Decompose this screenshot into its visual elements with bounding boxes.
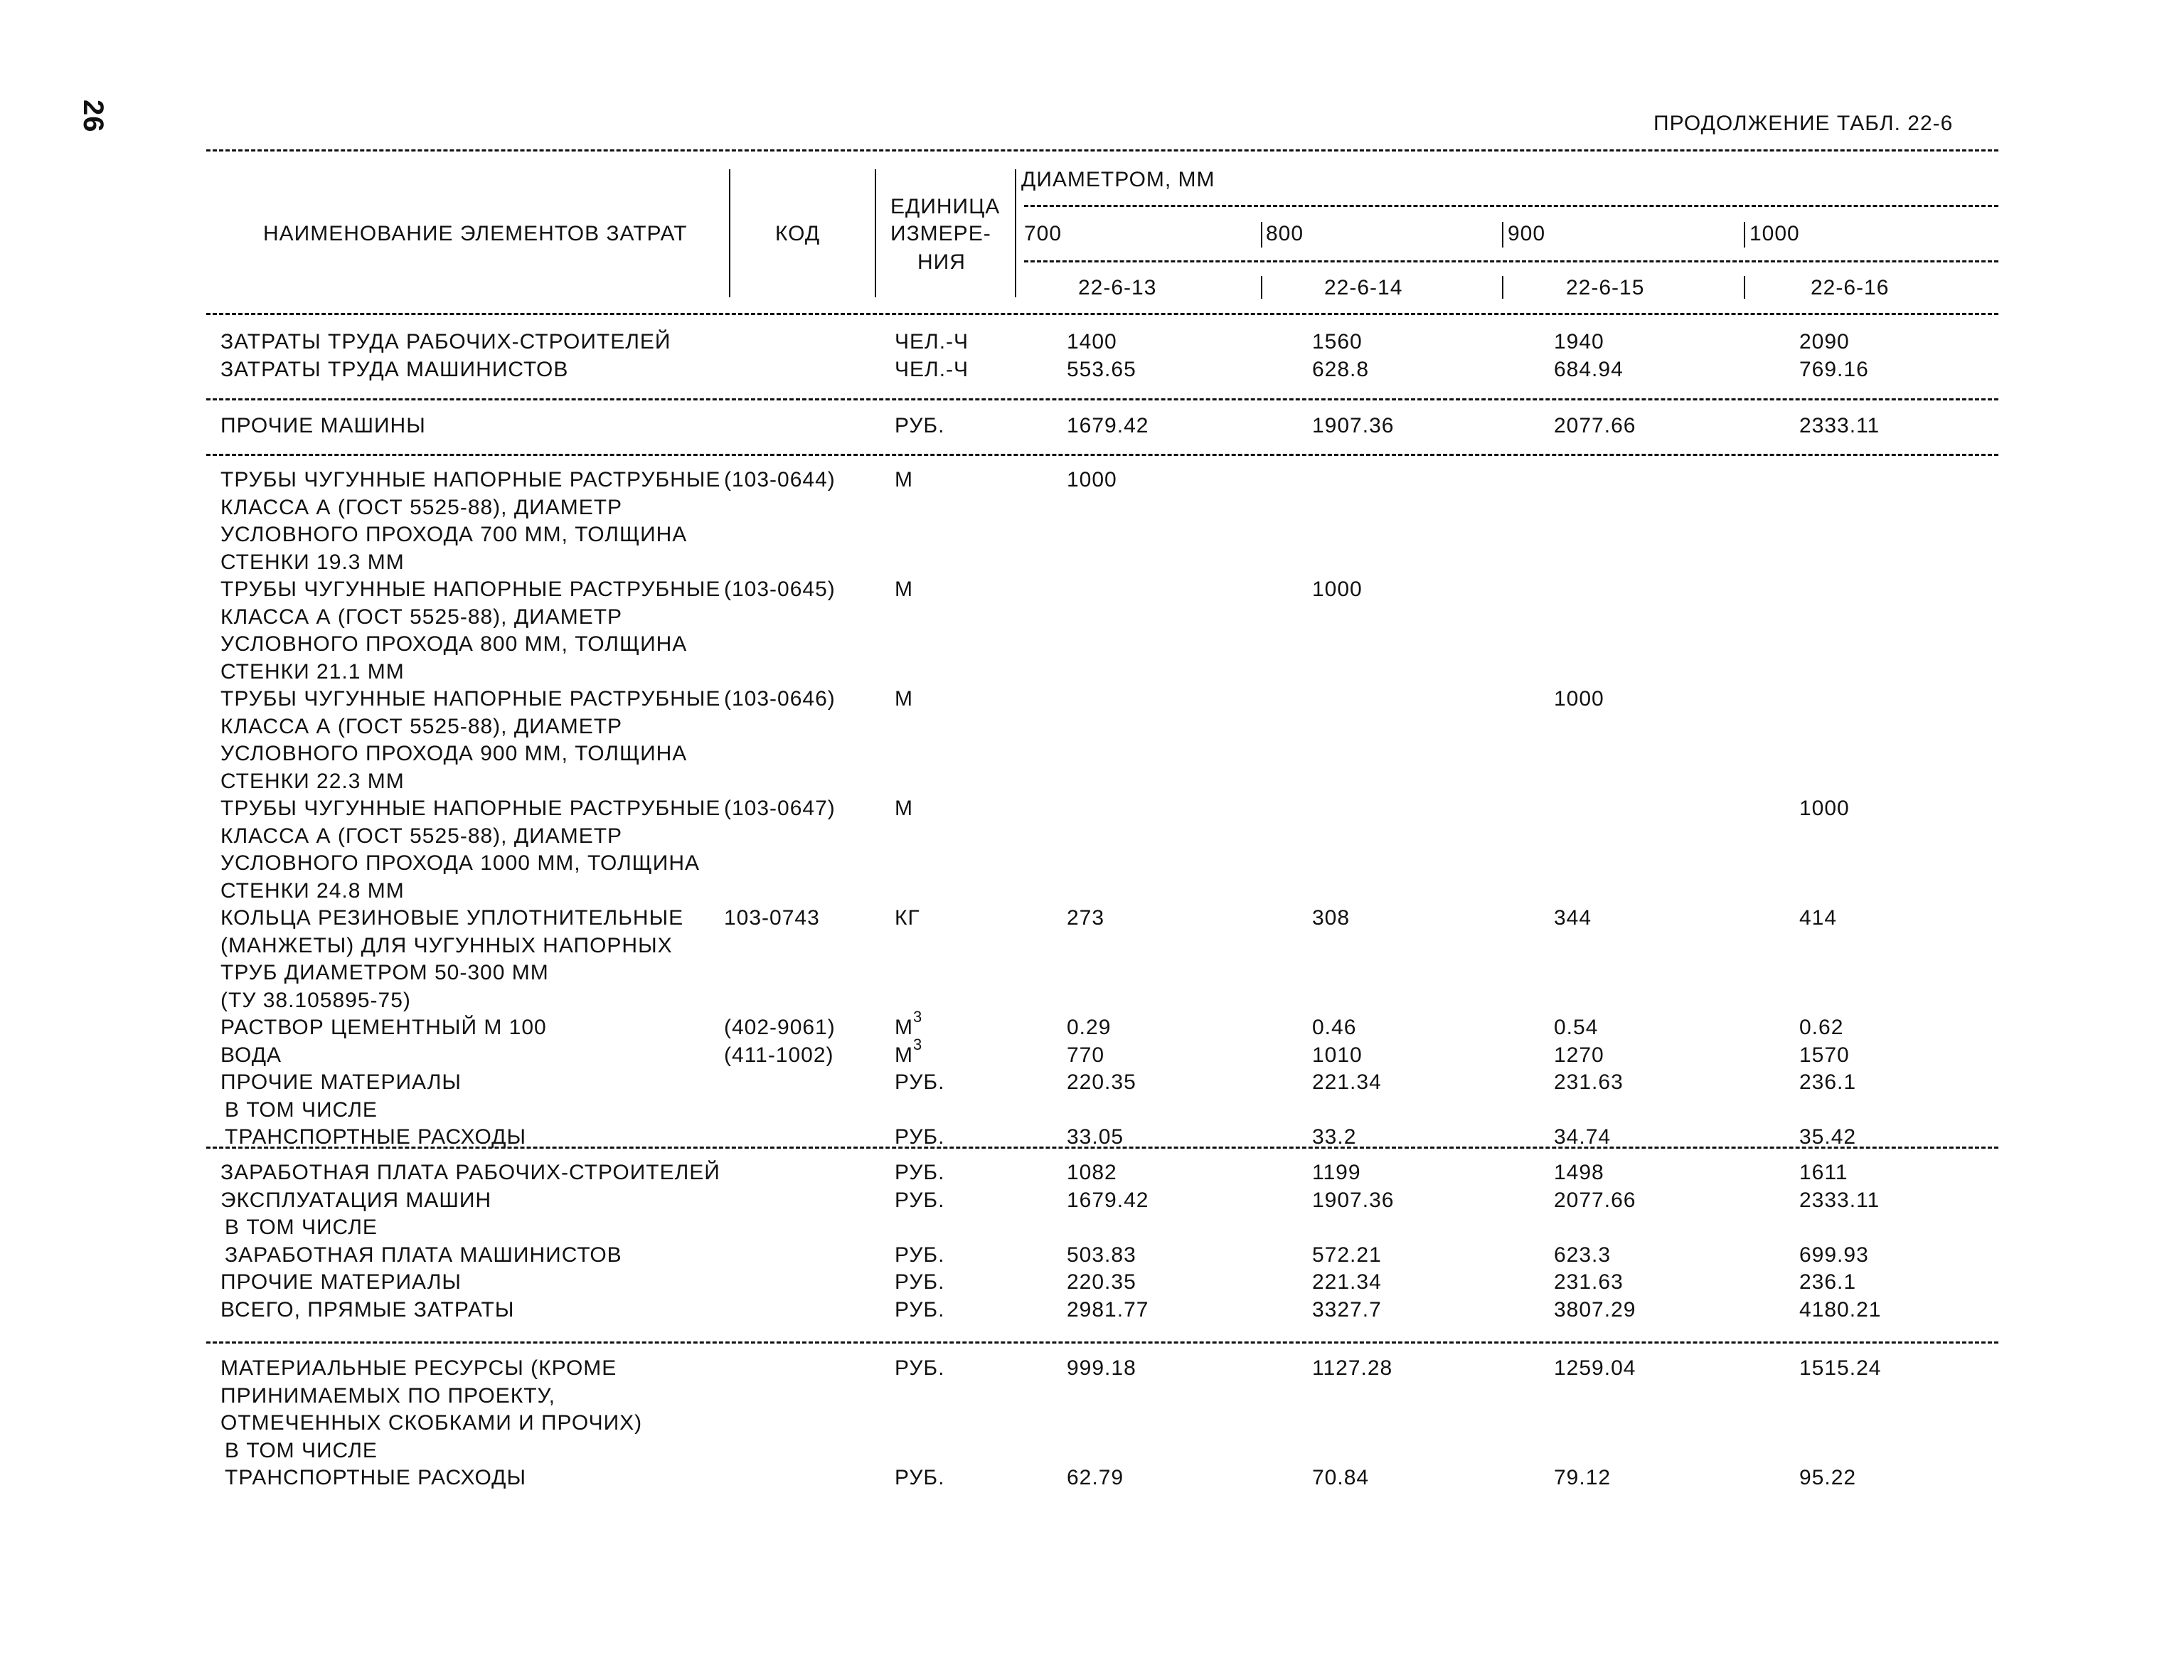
row-value: 1400	[1067, 330, 1117, 353]
header-code-22-6-14: 22-6-14	[1324, 276, 1403, 299]
row-value: 699.93	[1799, 1243, 1869, 1267]
row-value: 1907.36	[1312, 414, 1395, 437]
row-name-line: ПРОЧИЕ МАТЕРИАЛЫ	[220, 1270, 462, 1294]
row-value: 1259.04	[1554, 1356, 1636, 1380]
row-name-line: КЛАССА А (ГОСТ 5525-88), ДИАМЕТР	[220, 824, 623, 848]
row-name-line: ЗАРАБОТНАЯ ПЛАТА МАШИНИСТОВ	[225, 1243, 622, 1267]
header-divider	[1261, 222, 1262, 248]
row-value: 220.35	[1067, 1070, 1136, 1094]
row-name-line: КЛАССА А (ГОСТ 5525-88), ДИАМЕТР	[220, 714, 623, 738]
header-code-22-6-15: 22-6-15	[1566, 276, 1645, 299]
row-value: 1000	[1067, 468, 1117, 491]
row-name-line: ЗАТРАТЫ ТРУДА МАШИНИСТОВ	[220, 357, 569, 381]
row-name-line: ТРУБЫ ЧУГУННЫЕ НАПОРНЫЕ РАСТРУБНЫЕ	[220, 797, 721, 820]
row-value: 1560	[1312, 330, 1363, 353]
row-code: (103-0645)	[724, 578, 836, 601]
row-unit: $М^3$	[895, 1008, 923, 1039]
row-value: 572.21	[1312, 1243, 1382, 1267]
header-unit-line-2: ИЗМЕРЕ-	[890, 222, 991, 245]
unit-superscript: 3	[913, 1035, 923, 1053]
row-name-line: (ТУ 38.105895-75)	[220, 988, 411, 1012]
row-value: 1940	[1554, 330, 1604, 353]
row-unit: ЧЕЛ.-Ч	[895, 357, 969, 381]
row-value: 503.83	[1067, 1243, 1136, 1267]
row-value: 231.63	[1554, 1270, 1624, 1294]
row-value: 221.34	[1312, 1070, 1382, 1094]
header-diameter-800: 800	[1266, 222, 1304, 245]
row-unit: РУБ.	[895, 1243, 945, 1267]
header-divider	[1502, 276, 1503, 299]
row-value: 2981.77	[1067, 1297, 1149, 1322]
header-inner-rule	[1024, 205, 1998, 207]
row-value: 1498	[1554, 1161, 1604, 1184]
row-value: 1082	[1067, 1161, 1117, 1184]
header-divider	[1015, 169, 1016, 297]
row-unit: М	[895, 797, 913, 820]
row-value: 2090	[1799, 330, 1850, 353]
header-unit-line-3: НИЯ	[917, 250, 966, 274]
row-unit: КГ	[895, 906, 920, 930]
header-diameter-1000: 1000	[1749, 222, 1800, 245]
row-name-line: В ТОМ ЧИСЛЕ	[225, 1438, 378, 1462]
row-code: 103-0743	[724, 906, 820, 930]
row-unit: РУБ.	[895, 1297, 945, 1322]
continuation-title: ПРОДОЛЖЕНИЕ ТАБЛ. 22-6	[1653, 112, 1954, 135]
section-rule	[206, 1147, 1998, 1149]
row-name-line: ПРОЧИЕ МАШИНЫ	[220, 414, 426, 437]
row-name-line: В ТОМ ЧИСЛЕ	[225, 1216, 378, 1239]
row-value: 33.05	[1067, 1125, 1124, 1149]
row-value: 1570	[1799, 1043, 1850, 1067]
row-name-line: ТРУБЫ ЧУГУННЫЕ НАПОРНЫЕ РАСТРУБНЫЕ	[220, 687, 721, 711]
row-value: 220.35	[1067, 1270, 1136, 1294]
row-name-line: ТРУБЫ ЧУГУННЫЕ НАПОРНЫЕ РАСТРУБНЫЕ	[220, 578, 721, 601]
row-value: 2077.66	[1554, 414, 1636, 437]
row-value: 1679.42	[1067, 1188, 1149, 1212]
row-name-line: ЭКСПЛУАТАЦИЯ МАШИН	[220, 1188, 492, 1212]
row-name-line: ЗАРАБОТНАЯ ПЛАТА РАБОЧИХ-СТРОИТЕЛЕЙ	[220, 1161, 720, 1184]
row-unit: РУБ.	[895, 1070, 945, 1094]
header-top-rule	[206, 149, 1998, 151]
header-diameter-group: ДИАМЕТРОМ, ММ	[1021, 168, 1215, 191]
section-rule	[206, 1341, 1998, 1344]
row-code: (103-0646)	[724, 687, 836, 711]
row-value: 1515.24	[1799, 1356, 1882, 1380]
row-name-line: УСЛОВНОГО ПРОХОДА 900 ММ, ТОЛЩИНА	[220, 742, 688, 765]
header-code-22-6-13: 22-6-13	[1078, 276, 1157, 299]
row-value: 33.2	[1312, 1125, 1357, 1149]
row-value: 769.16	[1799, 357, 1869, 381]
row-name-line: ВОДА	[220, 1043, 282, 1067]
header-bottom-rule	[206, 313, 1998, 315]
header-code-column: КОД	[775, 222, 821, 245]
row-unit: М	[895, 687, 913, 711]
row-unit: РУБ.	[895, 1125, 945, 1149]
row-value: 684.94	[1554, 357, 1624, 381]
row-unit: РУБ.	[895, 414, 945, 437]
row-value: 2333.11	[1799, 414, 1880, 437]
row-unit: ЧЕЛ.-Ч	[895, 330, 969, 353]
row-name-line: ТРУБЫ ЧУГУННЫЕ НАПОРНЫЕ РАСТРУБНЫЕ	[220, 468, 721, 491]
row-value: 79.12	[1554, 1466, 1612, 1489]
header-divider	[1502, 222, 1503, 248]
row-value: 1000	[1312, 578, 1363, 601]
row-value: 1010	[1312, 1043, 1363, 1067]
row-value: 1907.36	[1312, 1188, 1395, 1212]
row-value: 553.65	[1067, 357, 1136, 381]
row-name-line: УСЛОВНОГО ПРОХОДА 700 ММ, ТОЛЩИНА	[220, 523, 688, 546]
row-name-line: КЛАССА А (ГОСТ 5525-88), ДИАМЕТР	[220, 605, 623, 629]
row-name-line: ТРАНСПОРТНЫЕ РАСХОДЫ	[225, 1466, 527, 1489]
header-unit-line-1: ЕДИНИЦА	[890, 195, 1001, 218]
header-divider	[729, 169, 730, 297]
row-name-line: УСЛОВНОГО ПРОХОДА 1000 ММ, ТОЛЩИНА	[220, 851, 700, 875]
row-name-line: ТРУБ ДИАМЕТРОМ 50-300 ММ	[220, 961, 549, 984]
row-code: (411-1002)	[724, 1043, 834, 1067]
row-name-line: СТЕНКИ 22.3 ММ	[220, 769, 405, 793]
row-value: 35.42	[1799, 1125, 1857, 1149]
row-value: 1270	[1554, 1043, 1604, 1067]
row-code: (103-0644)	[724, 468, 836, 491]
row-value: 3807.29	[1554, 1297, 1636, 1322]
row-value: 273	[1067, 906, 1105, 930]
row-name-line: УСЛОВНОГО ПРОХОДА 800 ММ, ТОЛЩИНА	[220, 632, 688, 656]
row-value: 1000	[1554, 687, 1604, 711]
row-value: 95.22	[1799, 1466, 1857, 1489]
header-name-column: НАИМЕНОВАНИЕ ЭЛЕМЕНТОВ ЗАТРАТ	[263, 222, 688, 245]
row-unit: РУБ.	[895, 1270, 945, 1294]
page-number: 26	[78, 100, 109, 133]
row-unit: $М^3$	[895, 1035, 923, 1067]
row-value: 623.3	[1554, 1243, 1612, 1267]
row-name-line: ОТМЕЧЕННЫХ СКОБКАМИ И ПРОЧИХ)	[220, 1411, 643, 1435]
row-value: 2333.11	[1799, 1188, 1880, 1212]
row-value: 221.34	[1312, 1270, 1382, 1294]
row-unit: РУБ.	[895, 1356, 945, 1380]
row-name-line: КОЛЬЦА РЕЗИНОВЫЕ УПЛОТНИТЕЛЬНЫЕ	[220, 906, 684, 930]
header-inner-rule	[1024, 260, 1998, 262]
row-value: 3327.7	[1312, 1297, 1382, 1322]
row-unit: РУБ.	[895, 1466, 945, 1489]
row-value: 34.74	[1554, 1125, 1612, 1149]
row-name-line: (МАНЖЕТЫ) ДЛЯ ЧУГУННЫХ НАПОРНЫХ	[220, 933, 673, 957]
row-value: 0.46	[1312, 1016, 1357, 1039]
header-diameter-900: 900	[1508, 222, 1546, 245]
row-value: 1611	[1799, 1161, 1848, 1184]
row-value: 4180.21	[1799, 1297, 1882, 1322]
row-name-line: ВСЕГО, ПРЯМЫЕ ЗАТРАТЫ	[220, 1297, 515, 1322]
row-unit: М	[895, 468, 913, 491]
row-name-line: ПРОЧИЕ МАТЕРИАЛЫ	[220, 1070, 462, 1094]
row-code: (402-9061)	[724, 1016, 836, 1039]
row-name-line: МАТЕРИАЛЬНЫЕ РЕСУРСЫ (КРОМЕ	[220, 1356, 617, 1380]
header-divider	[1744, 276, 1745, 299]
header-code-22-6-16: 22-6-16	[1811, 276, 1890, 299]
row-value: 1000	[1799, 797, 1850, 820]
row-value: 1679.42	[1067, 414, 1149, 437]
row-value: 344	[1554, 906, 1592, 930]
row-name-line: ТРАНСПОРТНЫЕ РАСХОДЫ	[225, 1125, 527, 1149]
row-value: 2077.66	[1554, 1188, 1636, 1212]
row-code: (103-0647)	[724, 797, 836, 820]
header-divider	[875, 169, 876, 297]
row-value: 0.62	[1799, 1016, 1844, 1039]
row-name-line: СТЕНКИ 24.8 ММ	[220, 878, 405, 903]
row-value: 236.1	[1799, 1070, 1857, 1094]
row-name-line: СТЕНКИ 19.3 ММ	[220, 550, 405, 574]
header-diameter-700: 700	[1024, 222, 1062, 245]
row-value: 236.1	[1799, 1270, 1857, 1294]
header-divider	[1744, 222, 1745, 248]
row-name-line: СТЕНКИ 21.1 ММ	[220, 659, 405, 684]
row-name-line: В ТОМ ЧИСЛЕ	[225, 1097, 378, 1122]
section-rule	[206, 398, 1998, 400]
row-value: 770	[1067, 1043, 1105, 1067]
header-divider	[1261, 276, 1262, 299]
row-name-line: РАСТВОР ЦЕМЕНТНЫЙ М 100	[220, 1016, 547, 1039]
row-unit: РУБ.	[895, 1188, 945, 1212]
row-value: 0.29	[1067, 1016, 1112, 1039]
unit-superscript: 3	[913, 1008, 923, 1026]
row-value: 1127.28	[1312, 1356, 1393, 1380]
row-value: 231.63	[1554, 1070, 1624, 1094]
row-name-line: КЛАССА А (ГОСТ 5525-88), ДИАМЕТР	[220, 495, 623, 519]
row-value: 999.18	[1067, 1356, 1136, 1380]
row-name-line: ЗАТРАТЫ ТРУДА РАБОЧИХ-СТРОИТЕЛЕЙ	[220, 330, 671, 353]
section-rule	[206, 454, 1998, 456]
row-unit: РУБ.	[895, 1161, 945, 1184]
row-value: 414	[1799, 906, 1838, 930]
row-unit: М	[895, 578, 913, 601]
row-value: 308	[1312, 906, 1351, 930]
row-name-line: ПРИНИМАЕМЫХ ПО ПРОЕКТУ,	[220, 1383, 555, 1408]
row-value: 0.54	[1554, 1016, 1599, 1039]
row-value: 70.84	[1312, 1466, 1370, 1489]
row-value: 62.79	[1067, 1466, 1124, 1489]
row-value: 628.8	[1312, 357, 1370, 381]
row-value: 1199	[1312, 1161, 1361, 1184]
